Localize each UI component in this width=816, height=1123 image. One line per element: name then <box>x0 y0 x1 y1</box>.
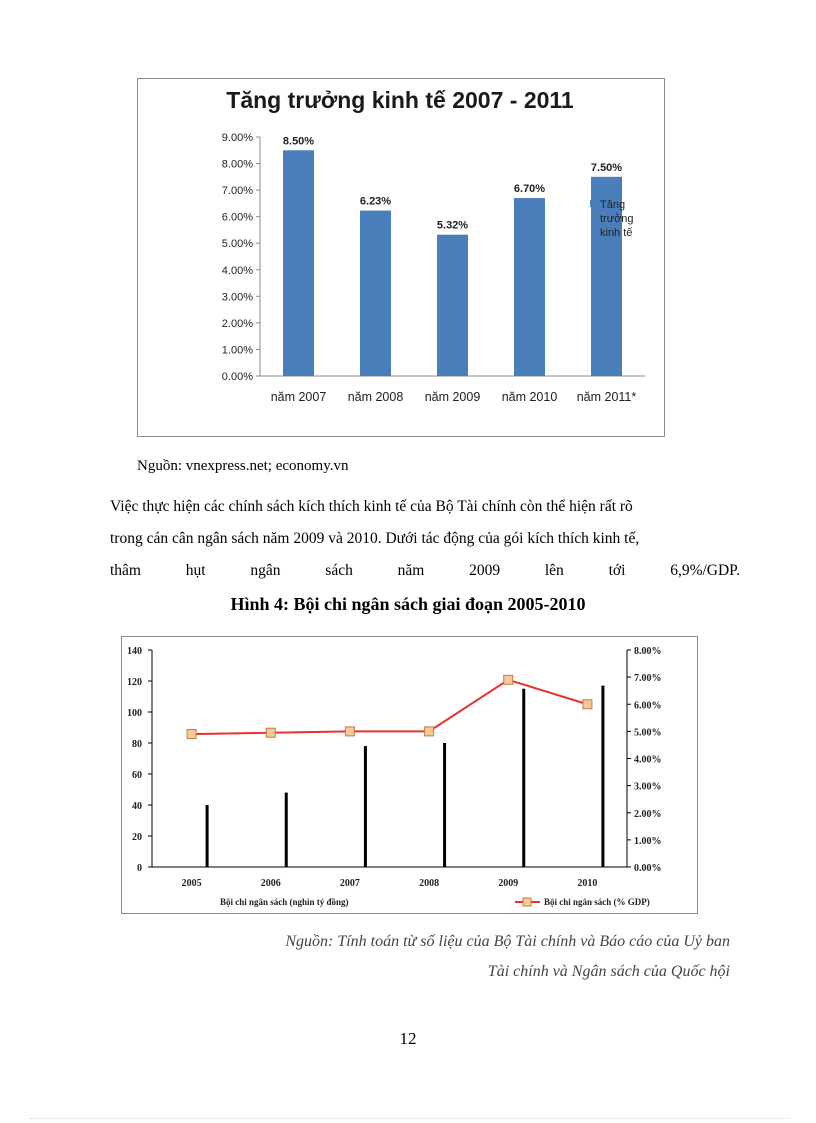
data-label: 8.50% <box>282 135 315 148</box>
paragraph-line-2: trong cán cân ngân sách năm 2009 và 2010. Dưới tác động của gói kích thích kinh tế, <box>110 530 640 547</box>
bar <box>601 686 604 867</box>
line-marker <box>425 727 434 736</box>
left-tick-label: 120 <box>127 677 142 688</box>
y-tick-label: 8.00% <box>221 158 253 171</box>
bar <box>206 805 209 867</box>
budget-deficit-chart-svg <box>122 637 697 913</box>
line-marker <box>345 727 354 736</box>
legend-line-3: kinh tế <box>600 227 633 239</box>
left-tick-label: 80 <box>132 739 142 750</box>
category-label: năm 2011* <box>576 390 637 404</box>
word: 2009 <box>469 562 501 579</box>
category-label: năm 2008 <box>347 390 404 404</box>
growth-chart <box>137 78 665 437</box>
y-tick-label: 4.00% <box>221 264 253 277</box>
right-tick-label: 7.00% <box>634 673 662 685</box>
bar <box>437 235 468 376</box>
y-tick-label: 3.00% <box>221 291 253 304</box>
y-tick-label: 9.00% <box>221 132 253 144</box>
left-tick-label: 40 <box>132 801 142 812</box>
source-note-2-line-2: Tài chính và Ngân sách của Quốc hội <box>487 963 730 980</box>
source-note-1: Nguồn: vnexpress.net; economy.vn <box>137 458 349 474</box>
y-tick-label: 5.00% <box>221 238 253 251</box>
growth-chart-svg <box>138 79 664 436</box>
category-label: 2010 <box>577 878 598 889</box>
line-marker <box>583 700 592 709</box>
category-label: năm 2010 <box>501 390 558 404</box>
legend-swatch <box>590 200 597 207</box>
word: sách <box>325 562 353 579</box>
bar <box>522 689 525 867</box>
left-tick-label: 20 <box>132 832 142 843</box>
bar <box>360 211 391 376</box>
y-tick-label: 6.00% <box>221 211 253 224</box>
bar <box>514 198 545 376</box>
footer-divider <box>30 1118 790 1119</box>
data-label: 5.32% <box>436 219 469 232</box>
series-line <box>192 680 588 734</box>
chart-title: Tăng trưởng kinh tế 2007 - 2011 <box>226 87 574 113</box>
line-marker <box>187 730 196 739</box>
legend-marker-swatch <box>523 898 531 906</box>
legend-bar-label: Bội chi ngân sách (nghìn tỷ đồng) <box>220 897 349 907</box>
legend-line-label: Bội chi ngân sách (% GDP) <box>544 897 650 907</box>
left-tick-label: 60 <box>132 770 142 781</box>
bar <box>283 150 314 376</box>
y-tick-label: 1.00% <box>221 344 253 357</box>
right-tick-label: 6.00% <box>634 700 662 712</box>
right-tick-label: 8.00% <box>634 646 662 657</box>
source-note-2-line-1: Nguồn: Tính toán từ số liệu của Bộ Tài chính và Báo cáo của Uỷ ban <box>285 933 730 950</box>
budget-deficit-chart <box>121 636 698 914</box>
category-label: năm 2007 <box>270 390 327 404</box>
category-label: 2006 <box>260 878 281 889</box>
right-tick-label: 2.00% <box>634 808 662 820</box>
y-tick-label: 7.00% <box>221 185 253 198</box>
bar <box>285 793 288 867</box>
word: lên <box>544 562 564 579</box>
word: năm <box>397 562 425 579</box>
paragraph-line-1: Việc thực hiện các chính sách kích thích kinh tế của Bộ Tài chính còn thể hiện rất rõ <box>110 498 633 515</box>
bar <box>443 743 446 867</box>
left-tick-label: 140 <box>127 646 142 657</box>
word: tới <box>608 562 626 579</box>
word: ngân <box>250 562 281 579</box>
data-label: 6.70% <box>513 183 546 196</box>
category-label: năm 2009 <box>424 390 481 404</box>
left-tick-label: 100 <box>127 708 142 719</box>
right-tick-label: 1.00% <box>634 835 662 847</box>
right-tick-label: 0.00% <box>634 863 662 874</box>
line-marker <box>504 675 513 684</box>
category-label: 2005 <box>181 878 202 889</box>
category-label: 2009 <box>498 878 519 889</box>
category-label: 2007 <box>339 878 360 889</box>
word: hụt <box>185 562 206 579</box>
word: thâm <box>110 562 141 579</box>
paragraph-line-3 <box>110 555 740 587</box>
page-number: 12 <box>399 1029 417 1048</box>
figure-title: Hình 4: Bội chi ngân sách giai đoạn 2005-2010 <box>230 594 586 614</box>
right-tick-label: 4.00% <box>634 754 662 766</box>
left-tick-label: 0 <box>137 863 142 874</box>
y-tick-label: 2.00% <box>221 317 253 330</box>
data-label: 6.23% <box>359 195 392 208</box>
line-marker <box>266 728 275 737</box>
category-label: 2008 <box>419 878 440 889</box>
right-tick-label: 5.00% <box>634 727 662 739</box>
legend-line-1: Tăng <box>600 199 626 211</box>
word: 6,9%/GDP. <box>670 562 740 579</box>
legend-line-2: trưởng <box>600 213 634 225</box>
bar <box>364 746 367 867</box>
data-label: 7.50% <box>590 161 623 174</box>
y-tick-label: 0.00% <box>221 371 253 383</box>
right-tick-label: 3.00% <box>634 781 662 793</box>
